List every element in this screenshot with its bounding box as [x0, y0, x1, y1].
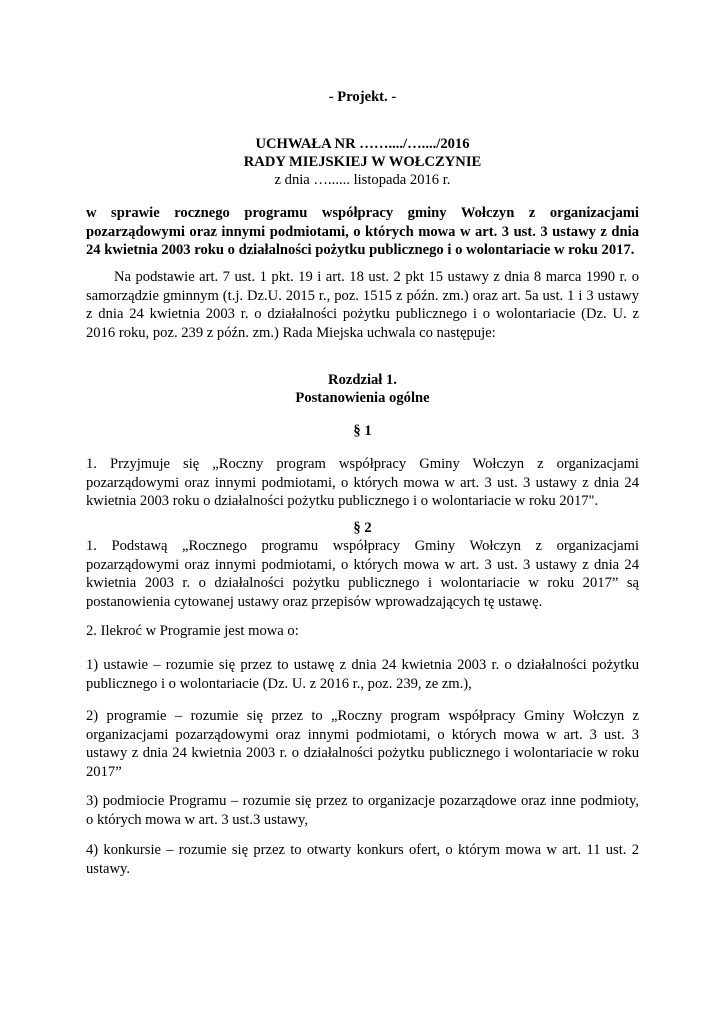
chapter-title: Postanowienia ogólne: [295, 390, 430, 406]
preamble: Na podstawie art. 7 ust. 1 pkt. 19 i art. 18 ust. 2 pkt 15 ustawy z dnia 8 marca 1990 r. o samorządzie gminnym (t.j. Dz.U. 2015 r., poz. 1515 z późn. zm.) oraz art. 5a ust. 1 i 3 ustawy z dnia 24 kwietnia 2003 r. o działalności pożytku publicznego i o wolontariacie (Dz. U. z 2016 roku, poz. 239 z późn. zm.) Rada Miejska uchwala co następuje:: [86, 269, 639, 341]
resolution-number: UCHWAŁA NR ……..../…..../2016: [255, 136, 470, 152]
council-name: RADY MIEJSKIEJ W WOŁCZYNIE: [243, 154, 482, 170]
definition-item: 3) podmiocie Programu – rozumie się przez to organizacje pozarządowe oraz inne podmioty, o których mowa w art. 3 ust.3 ustawy,: [86, 793, 639, 828]
project-label: - Projekt. -: [328, 89, 397, 105]
definition-item: 2) programie – rozumie się przez to „Roczny program współpracy Gminy Wołczyn z organizacjami pozarządowymi oraz innymi podmiotami, o których mowa w art. 3 ust. 3 ustawy z dnia 24 kwietnia 2003 r. o działalności pożytku publicznego i wolontariacie w roku 2017”: [86, 708, 639, 780]
resolution-subject: w sprawie rocznego programu współpracy gminy Wołczyn z organizacjami pozarządowymi oraz innymi podmiotami, o których mowa w art. 3 ust. 3 ustawy z dnia 24 kwietnia 2003 roku o działalności pożytku publicznego i o wolontariacie w roku 2017.: [86, 205, 639, 258]
chapter-number: Rozdział 1.: [328, 372, 397, 388]
section-1-text: 1. Przyjmuje się „Roczny program współpracy Gminy Wołczyn z organizacjami pozarządowymi oraz innymi podmiotami, o których mowa w art. 3 ust. 3 ustawy z dnia 24 kwietnia 2003 roku o działalności pożytku publicznego i o wolontariacie w roku 2017".: [86, 456, 639, 509]
definition-item: 1) ustawie – rozumie się przez to ustawę z dnia 24 kwietnia 2003 r. o działalności pożytku publicznego i o wolontariacie (Dz. U. z 2016 r., poz. 239, ze zm.),: [86, 657, 639, 692]
section-2-paragraph-2: 2. Ilekroć w Programie jest mowa o:: [86, 623, 299, 639]
section-1-symbol: § 1: [353, 423, 372, 439]
definition-item: 4) konkursie – rozumie się przez to otwarty konkurs ofert, o którym mowa w art. 11 ust. 2 ustawy.: [86, 842, 639, 877]
section-2-symbol: § 2: [353, 520, 372, 536]
resolution-date: z dnia …...... listopada 2016 r.: [274, 172, 451, 188]
section-2-paragraph-1: 1. Podstawą „Rocznego programu współpracy Gminy Wołczyn z organizacjami pozarządowymi oraz innymi podmiotami, o których mowa w art. 3 ust. 3 ustawy z dnia 24 kwietnia 2003 r. o działalności pożytku publicznego i wolontariacie w roku 2017” są postanowienia cytowanej ustawy oraz przepisów wprowadzających tę ustawę.: [86, 538, 639, 610]
